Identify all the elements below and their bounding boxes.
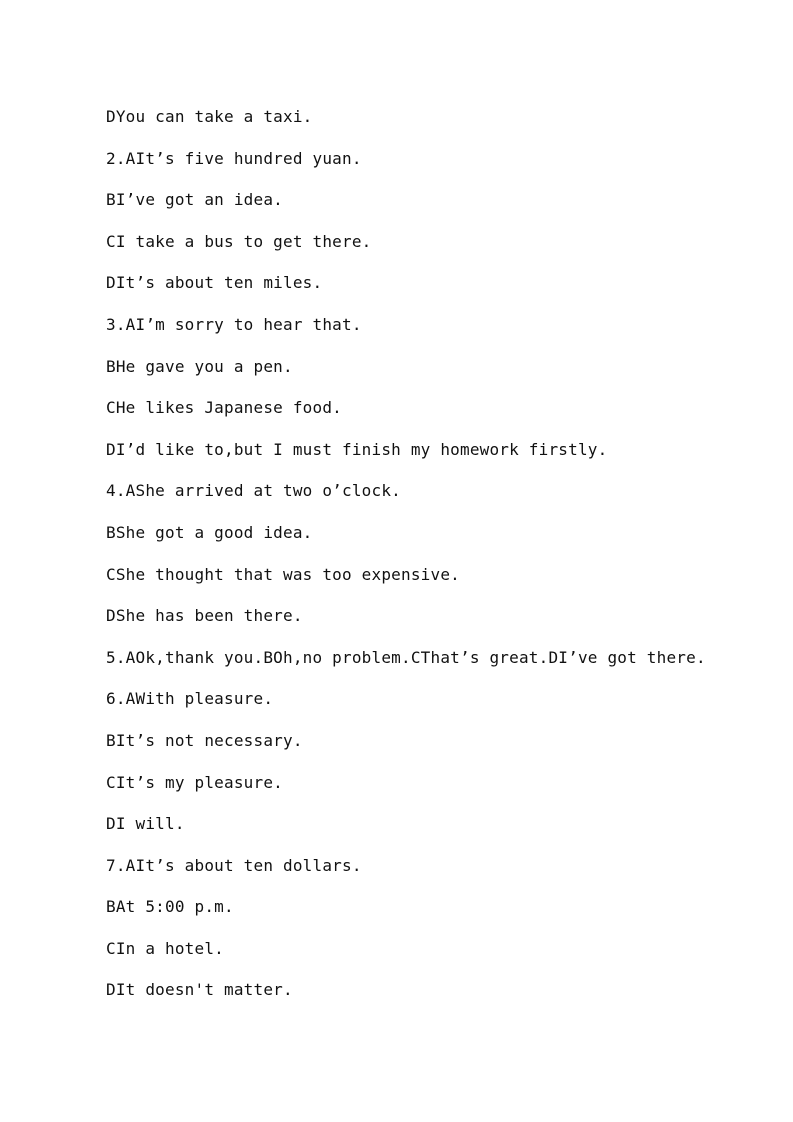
text-line: CIn a hotel. xyxy=(106,938,224,958)
text-line: 7.AIt’s about ten dollars. xyxy=(106,855,362,875)
text-line: 2.AIt’s five hundred yuan. xyxy=(106,148,362,168)
text-line: CIt’s my pleasure. xyxy=(106,772,283,792)
text-line: BI’ve got an idea. xyxy=(106,190,283,210)
text-line: BShe got a good idea. xyxy=(106,522,313,542)
text-line: DIt doesn't matter. xyxy=(106,980,293,1000)
text-line: 5.AOk,thank you.BOh,no problem.CThat’s great.DI’ve got there. xyxy=(106,647,706,667)
text-line: DI will. xyxy=(106,814,185,834)
text-line: CShe thought that was too expensive. xyxy=(106,564,460,584)
text-line: 4.AShe arrived at two o’clock. xyxy=(106,481,401,501)
text-line: CHe likes Japanese food. xyxy=(106,398,342,418)
text-line: 3.AI’m sorry to hear that. xyxy=(106,314,362,334)
text-lines xyxy=(106,104,756,1019)
text-line: BAt 5:00 p.m. xyxy=(106,897,234,917)
text-line: BIt’s not necessary. xyxy=(106,730,303,750)
text-line: DIt’s about ten miles. xyxy=(106,273,323,293)
text-line: CI take a bus to get there. xyxy=(106,231,372,251)
text-line: DI’d like to,but I must finish my homework firstly. xyxy=(106,439,608,459)
text-line: 6.AWith pleasure. xyxy=(106,689,274,709)
text-line: DShe has been there. xyxy=(106,606,303,626)
text-line: DYou can take a taxi. xyxy=(106,107,313,126)
text-line: BHe gave you a pen. xyxy=(106,356,293,376)
